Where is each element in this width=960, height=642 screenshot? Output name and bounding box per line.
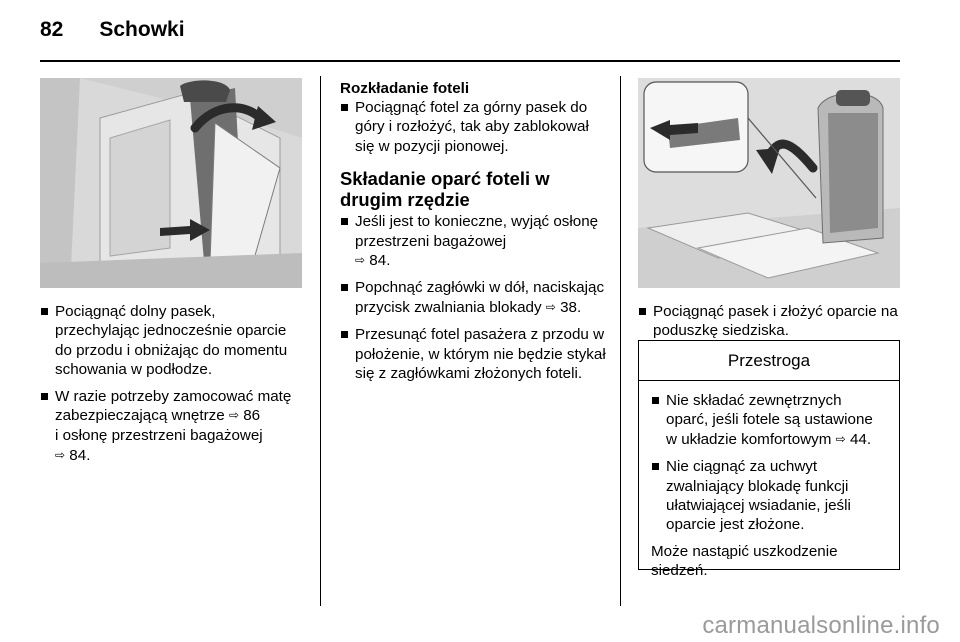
page-reference[interactable]: 86 (243, 407, 261, 425)
list-item: Pociągnąć fotel za górny pasek do góry i rozłożyć, tak aby zablokował się w pozycji pionowej. (340, 98, 606, 156)
section-title: Składanie oparć foteli w drugim rzędzie (340, 168, 550, 211)
page-header (40, 18, 185, 48)
column-divider-2 (620, 76, 621, 606)
subheading-unfolding: Rozkładanie foteli (340, 80, 470, 97)
page-ref-arrow-icon: ⇨ (545, 299, 556, 314)
list-item: Nie ciągnąć za uchwyt zwalniający blokadę funkcji ułatwiającej wsiadanie, jeśli oparcie jest złożone. (651, 457, 886, 535)
column-1-text (40, 302, 304, 473)
column-divider-1 (320, 76, 321, 606)
page-reference[interactable]: 38. (560, 298, 582, 316)
illustration-backrest-folding (638, 78, 900, 288)
column-2-text (340, 79, 606, 390)
backrest-drawing (638, 78, 900, 288)
list-item: Jeśli jest to konieczne, wyjąć osłonę przestrzeni bagażowej ⇨ 84. (340, 212, 606, 271)
page-reference[interactable]: 84. (69, 446, 91, 464)
list-item: Nie składać zewnętrznych oparć, jeśli fotele są ustawione w układzie komfortowym ⇨ 44. (651, 391, 886, 450)
page-reference[interactable]: 84. (369, 252, 391, 270)
page-reference[interactable]: 44. (849, 430, 872, 448)
chapter-title: Schowki (99, 18, 185, 41)
list-item: Pociągnąć pasek i złożyć oparcie na poduszkę siedziska. (638, 302, 900, 341)
page-ref-arrow-icon: ⇨ (228, 408, 239, 423)
page-ref-arrow-icon: ⇨ (355, 253, 366, 268)
list-item: Przesunąć fotel pasażera z przodu w położenie, w którym nie będzie stykał się z zagłówkami złożonych foteli. (340, 325, 606, 383)
illustration-seat-folding-floor (40, 78, 302, 288)
list-item: Pociągnąć dolny pasek, przechylając jednocześnie oparcie do przodu i obniżając do momentu schowania w podłodze. (40, 302, 304, 380)
seat-floor-drawing (40, 78, 302, 288)
caution-title: Przestroga (639, 341, 899, 381)
caution-note: Może nastąpić uszkodzenie siedzeń. (651, 542, 838, 580)
watermark: carmanualsonline.info (702, 612, 940, 639)
header-rule (40, 60, 900, 62)
caution-body (639, 381, 899, 581)
page-number: 82 (40, 18, 64, 41)
list-item: Popchnąć zagłówki w dół, naciskając przycisk zwalniania blokady ⇨ 38. (340, 278, 606, 318)
page-ref-arrow-icon: ⇨ (835, 431, 846, 446)
page-ref-arrow-icon: ⇨ (55, 447, 66, 462)
caution-box (638, 340, 900, 580)
list-item: W razie potrzeby zamocować matę zabezpieczającą wnętrze ⇨ 86 i osłonę przestrzeni bagażowej ⇨ 84. (40, 387, 304, 467)
